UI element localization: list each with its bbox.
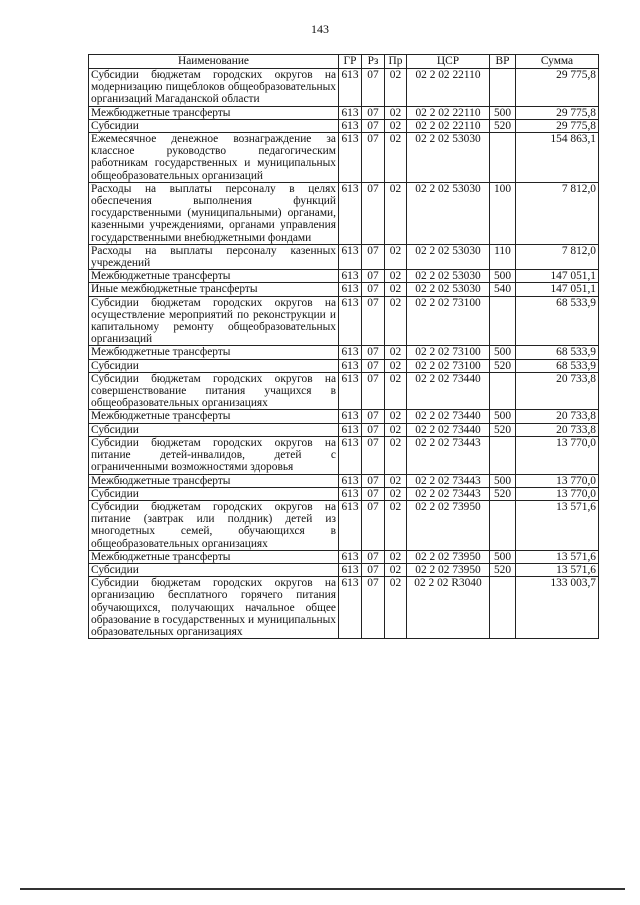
cell-gr: 613 xyxy=(339,133,362,183)
cell-vr xyxy=(490,500,516,550)
cell-gr: 613 xyxy=(339,119,362,132)
cell-vr: 500 xyxy=(490,474,516,487)
cell-pr: 02 xyxy=(385,69,407,107)
cell-csr: 02 2 02 R3040 xyxy=(407,577,490,639)
cell-vr xyxy=(490,296,516,346)
cell-gr: 613 xyxy=(339,423,362,436)
header-rz: Рз xyxy=(362,55,385,69)
cell-rz: 07 xyxy=(362,500,385,550)
cell-sum: 68 533,9 xyxy=(516,346,599,359)
cell-name: Субсидии бюджетам городских округов на совершенствование питания учащихся в общеобразовательных организациях xyxy=(89,372,339,410)
cell-gr: 613 xyxy=(339,244,362,269)
cell-vr xyxy=(490,577,516,639)
table-header-row xyxy=(89,55,599,69)
cell-csr: 02 2 02 22110 xyxy=(407,119,490,132)
table-row xyxy=(89,550,599,563)
table-row xyxy=(89,487,599,500)
cell-pr: 02 xyxy=(385,563,407,576)
cell-vr: 520 xyxy=(490,423,516,436)
page-number: 143 xyxy=(311,22,329,36)
cell-rz: 07 xyxy=(362,69,385,107)
cell-rz: 07 xyxy=(362,244,385,269)
table-row xyxy=(89,106,599,119)
cell-rz: 07 xyxy=(362,283,385,296)
cell-name: Субсидии бюджетам городских округов на модернизацию пищеблоков общеобразовательных организаций Магаданской области xyxy=(89,69,339,107)
cell-gr: 613 xyxy=(339,182,362,244)
cell-csr: 02 2 02 73440 xyxy=(407,410,490,423)
cell-name: Расходы на выплаты персоналу в целях обеспечения выполнения функций государственными (муниципальными) органами, казенными учреждениями, органами управления государственными внебюджетными фондами xyxy=(89,182,339,244)
cell-rz: 07 xyxy=(362,359,385,372)
cell-name: Ежемесячное денежное вознаграждение за классное руководство педагогическим работникам государственных и муниципальных общеобразовательных организаций xyxy=(89,133,339,183)
cell-pr: 02 xyxy=(385,577,407,639)
cell-csr: 02 2 02 53030 xyxy=(407,133,490,183)
table-row xyxy=(89,563,599,576)
cell-sum: 13 571,6 xyxy=(516,500,599,550)
cell-csr: 02 2 02 53030 xyxy=(407,283,490,296)
cell-pr: 02 xyxy=(385,119,407,132)
cell-vr xyxy=(490,372,516,410)
cell-gr: 613 xyxy=(339,436,362,474)
cell-pr: 02 xyxy=(385,182,407,244)
cell-gr: 613 xyxy=(339,359,362,372)
cell-sum: 68 533,9 xyxy=(516,359,599,372)
cell-rz: 07 xyxy=(362,550,385,563)
cell-csr: 02 2 02 53030 xyxy=(407,182,490,244)
bottom-rule xyxy=(20,888,625,890)
cell-rz: 07 xyxy=(362,487,385,500)
cell-rz: 07 xyxy=(362,436,385,474)
header-name: Наименование xyxy=(89,55,339,69)
cell-sum: 29 775,8 xyxy=(516,119,599,132)
cell-rz: 07 xyxy=(362,346,385,359)
table-row xyxy=(89,577,599,639)
cell-csr: 02 2 02 73100 xyxy=(407,359,490,372)
cell-gr: 613 xyxy=(339,69,362,107)
header-gr: ГР xyxy=(339,55,362,69)
table-row xyxy=(89,474,599,487)
cell-name: Субсидии бюджетам городских округов на питание детей-инвалидов, детей с ограниченными возможностями здоровья xyxy=(89,436,339,474)
cell-sum: 13 770,0 xyxy=(516,436,599,474)
cell-vr: 520 xyxy=(490,119,516,132)
cell-csr: 02 2 02 73100 xyxy=(407,346,490,359)
cell-sum: 13 571,6 xyxy=(516,563,599,576)
cell-pr: 02 xyxy=(385,346,407,359)
cell-name: Межбюджетные трансферты xyxy=(89,550,339,563)
table-row xyxy=(89,133,599,183)
cell-rz: 07 xyxy=(362,106,385,119)
cell-name: Субсидии xyxy=(89,423,339,436)
table-row xyxy=(89,372,599,410)
cell-gr: 613 xyxy=(339,270,362,283)
budget-table xyxy=(88,54,599,639)
cell-name: Расходы на выплаты персоналу казенных учреждений xyxy=(89,244,339,269)
cell-rz: 07 xyxy=(362,563,385,576)
cell-pr: 02 xyxy=(385,283,407,296)
cell-name: Субсидии бюджетам городских округов на организацию бесплатного горячего питания обучающихся, получающих начальное общее образование в государственных и муниципальных образовательных организациях xyxy=(89,577,339,639)
cell-pr: 02 xyxy=(385,500,407,550)
table-row xyxy=(89,119,599,132)
cell-csr: 02 2 02 73443 xyxy=(407,487,490,500)
cell-csr: 02 2 02 53030 xyxy=(407,244,490,269)
cell-name: Субсидии xyxy=(89,487,339,500)
cell-name: Межбюджетные трансферты xyxy=(89,106,339,119)
table-row xyxy=(89,69,599,107)
cell-pr: 02 xyxy=(385,423,407,436)
cell-vr: 500 xyxy=(490,270,516,283)
cell-csr: 02 2 02 73100 xyxy=(407,296,490,346)
cell-vr: 540 xyxy=(490,283,516,296)
cell-gr: 613 xyxy=(339,283,362,296)
cell-csr: 02 2 02 73443 xyxy=(407,436,490,474)
cell-gr: 613 xyxy=(339,563,362,576)
cell-name: Субсидии xyxy=(89,119,339,132)
cell-rz: 07 xyxy=(362,182,385,244)
table-row xyxy=(89,296,599,346)
cell-sum: 29 775,8 xyxy=(516,106,599,119)
cell-vr xyxy=(490,133,516,183)
cell-pr: 02 xyxy=(385,372,407,410)
cell-vr: 500 xyxy=(490,410,516,423)
cell-name: Межбюджетные трансферты xyxy=(89,346,339,359)
table-row xyxy=(89,244,599,269)
cell-vr: 520 xyxy=(490,487,516,500)
cell-pr: 02 xyxy=(385,296,407,346)
table-row xyxy=(89,500,599,550)
cell-sum: 7 812,0 xyxy=(516,182,599,244)
cell-sum: 154 863,1 xyxy=(516,133,599,183)
cell-sum: 133 003,7 xyxy=(516,577,599,639)
cell-sum: 68 533,9 xyxy=(516,296,599,346)
cell-csr: 02 2 02 22110 xyxy=(407,69,490,107)
cell-csr: 02 2 02 73950 xyxy=(407,500,490,550)
cell-rz: 07 xyxy=(362,423,385,436)
cell-pr: 02 xyxy=(385,436,407,474)
cell-vr: 110 xyxy=(490,244,516,269)
cell-rz: 07 xyxy=(362,133,385,183)
cell-gr: 613 xyxy=(339,577,362,639)
cell-pr: 02 xyxy=(385,270,407,283)
cell-name: Межбюджетные трансферты xyxy=(89,270,339,283)
cell-sum: 13 770,0 xyxy=(516,487,599,500)
cell-sum: 147 051,1 xyxy=(516,270,599,283)
table-row xyxy=(89,410,599,423)
cell-csr: 02 2 02 73443 xyxy=(407,474,490,487)
cell-rz: 07 xyxy=(362,119,385,132)
cell-csr: 02 2 02 73440 xyxy=(407,372,490,410)
cell-vr: 500 xyxy=(490,550,516,563)
cell-sum: 147 051,1 xyxy=(516,283,599,296)
cell-pr: 02 xyxy=(385,550,407,563)
header-sum: Сумма xyxy=(516,55,599,69)
cell-gr: 613 xyxy=(339,106,362,119)
cell-csr: 02 2 02 22110 xyxy=(407,106,490,119)
header-vr: ВР xyxy=(490,55,516,69)
cell-pr: 02 xyxy=(385,106,407,119)
table-row xyxy=(89,346,599,359)
cell-rz: 07 xyxy=(362,372,385,410)
cell-vr xyxy=(490,69,516,107)
cell-gr: 613 xyxy=(339,550,362,563)
header-pr: Пр xyxy=(385,55,407,69)
cell-pr: 02 xyxy=(385,410,407,423)
cell-vr: 500 xyxy=(490,346,516,359)
cell-sum: 13 571,6 xyxy=(516,550,599,563)
cell-name: Субсидии xyxy=(89,359,339,372)
cell-pr: 02 xyxy=(385,133,407,183)
cell-csr: 02 2 02 53030 xyxy=(407,270,490,283)
cell-sum: 20 733,8 xyxy=(516,410,599,423)
cell-pr: 02 xyxy=(385,474,407,487)
cell-vr: 100 xyxy=(490,182,516,244)
table-body xyxy=(89,69,599,639)
cell-name: Субсидии бюджетам городских округов на питание (завтрак или полдник) детей из многодетных семей, обучающихся в общеобразовательных организациях xyxy=(89,500,339,550)
cell-name: Межбюджетные трансферты xyxy=(89,474,339,487)
header-csr: ЦСР xyxy=(407,55,490,69)
cell-sum: 13 770,0 xyxy=(516,474,599,487)
cell-gr: 613 xyxy=(339,410,362,423)
cell-rz: 07 xyxy=(362,577,385,639)
cell-sum: 20 733,8 xyxy=(516,423,599,436)
cell-sum: 7 812,0 xyxy=(516,244,599,269)
table-row xyxy=(89,270,599,283)
cell-gr: 613 xyxy=(339,474,362,487)
cell-sum: 20 733,8 xyxy=(516,372,599,410)
cell-gr: 613 xyxy=(339,500,362,550)
cell-name: Межбюджетные трансферты xyxy=(89,410,339,423)
cell-pr: 02 xyxy=(385,359,407,372)
table-row xyxy=(89,423,599,436)
cell-gr: 613 xyxy=(339,346,362,359)
cell-csr: 02 2 02 73950 xyxy=(407,563,490,576)
cell-gr: 613 xyxy=(339,487,362,500)
cell-gr: 613 xyxy=(339,372,362,410)
cell-vr: 500 xyxy=(490,106,516,119)
cell-pr: 02 xyxy=(385,244,407,269)
table-row xyxy=(89,283,599,296)
cell-gr: 613 xyxy=(339,296,362,346)
cell-name: Субсидии xyxy=(89,563,339,576)
cell-pr: 02 xyxy=(385,487,407,500)
cell-csr: 02 2 02 73440 xyxy=(407,423,490,436)
table-row xyxy=(89,182,599,244)
table-row xyxy=(89,436,599,474)
cell-vr xyxy=(490,436,516,474)
cell-rz: 07 xyxy=(362,296,385,346)
cell-vr: 520 xyxy=(490,563,516,576)
cell-sum: 29 775,8 xyxy=(516,69,599,107)
cell-rz: 07 xyxy=(362,270,385,283)
cell-vr: 520 xyxy=(490,359,516,372)
cell-rz: 07 xyxy=(362,474,385,487)
cell-rz: 07 xyxy=(362,410,385,423)
table-row xyxy=(89,359,599,372)
cell-name: Субсидии бюджетам городских округов на осуществление мероприятий по реконструкции и капитальному ремонту общеобразовательных организаций xyxy=(89,296,339,346)
cell-name: Иные межбюджетные трансферты xyxy=(89,283,339,296)
cell-csr: 02 2 02 73950 xyxy=(407,550,490,563)
